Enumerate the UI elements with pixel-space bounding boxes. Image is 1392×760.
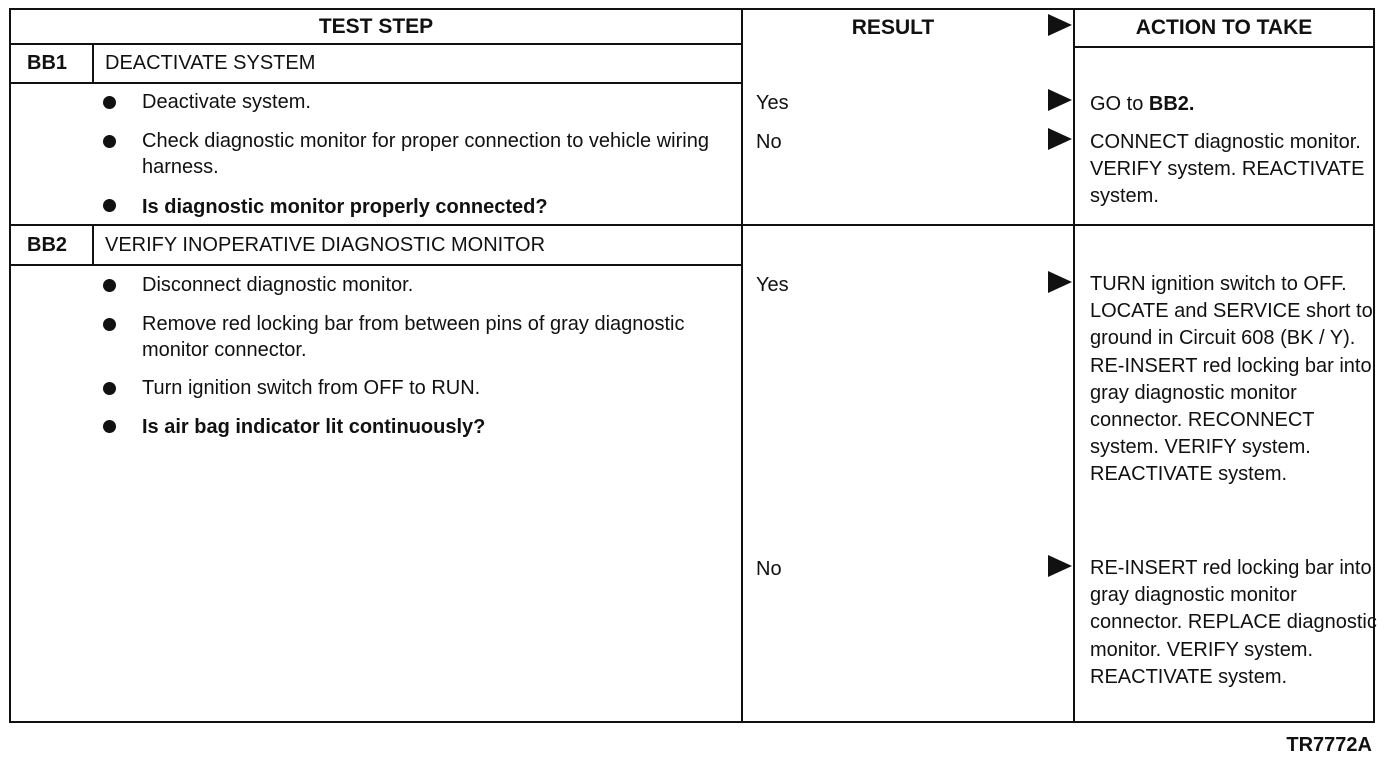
bb1-action-yes-prefix: GO to	[1090, 93, 1149, 115]
bb2-no-arrow-icon	[1048, 555, 1072, 577]
bb1-result-yes: Yes	[756, 92, 789, 114]
bb2-result-no: No	[756, 558, 782, 580]
bb1-action-yes-target: BB2.	[1148, 93, 1195, 115]
bb2-bullet-2: Remove red locking bar from between pins of gray diagnostic monitor connector.	[142, 313, 685, 361]
bb1-yes-arrow-icon	[1048, 89, 1072, 111]
bb2-result-yes: Yes	[756, 274, 789, 296]
bb2-bullet-3: Turn ignition switch from OFF to RUN.	[142, 377, 481, 399]
header-action: ACTION TO TAKE	[1135, 16, 1313, 39]
bullet-icon	[103, 318, 116, 331]
header-result: RESULT	[851, 16, 935, 39]
bb2-yes-arrow-icon	[1048, 271, 1072, 293]
bb1-step-title: DEACTIVATE SYSTEM	[105, 52, 316, 74]
table-border-top	[9, 8, 1375, 10]
bb1-step-id: BB1	[27, 52, 68, 74]
header-arrow-icon	[1048, 14, 1072, 36]
column-divider-result	[741, 8, 743, 723]
table-border-bottom	[9, 721, 1375, 723]
bullet-icon	[103, 279, 116, 292]
bb1-bullet-2: Check diagnostic monitor for proper connection to vehicle wiring harness.	[142, 130, 709, 178]
bb1-title-divider	[9, 82, 743, 84]
bullet-icon	[103, 135, 116, 148]
bb2-title-divider	[9, 264, 743, 266]
bullet-icon	[103, 382, 116, 395]
bb2-step-title: VERIFY INOPERATIVE DIAGNOSTIC MONITOR	[105, 234, 546, 256]
header-divider-action	[1073, 46, 1375, 48]
bb1-no-arrow-icon	[1048, 128, 1072, 150]
bb2-bullet-4: Is air bag indicator lit continuously?	[142, 416, 486, 438]
bullet-icon	[103, 199, 116, 212]
table-border-left	[9, 8, 11, 723]
header-divider	[9, 43, 743, 45]
bullet-icon	[103, 420, 116, 433]
bb1-bullet-3: Is diagnostic monitor properly connected?	[142, 196, 548, 218]
step-divider	[9, 224, 1375, 226]
column-divider-action	[1073, 8, 1075, 723]
bb2-bullet-1: Disconnect diagnostic monitor.	[142, 274, 414, 296]
bb1-action-yes	[1090, 91, 1380, 118]
figure-code: TR7772A	[1286, 734, 1372, 756]
bb1-bullet-1: Deactivate system.	[142, 91, 311, 113]
bb1-action-no: CONNECT diagnostic monitor. VERIFY system. REACTIVATE system.	[1090, 131, 1365, 208]
bb2-step-id: BB2	[27, 234, 68, 256]
bb2-action-no: RE-INSERT red locking bar into gray diagnostic monitor connector. REPLACE diagnostic monitor. VERIFY system. REACTIVATE system.	[1090, 557, 1377, 688]
bb1-id-divider	[92, 43, 94, 84]
bb2-id-divider	[92, 224, 94, 266]
bb2-action-yes: TURN ignition switch to OFF. LOCATE and SERVICE short to ground in Circuit 608 (BK / Y). RE-INSERT red locking bar into gray diagnostic monitor connector. RECONNECT system. VERIFY system. REACTIVATE system.	[1090, 273, 1373, 486]
bullet-icon	[103, 96, 116, 109]
header-test-step: TEST STEP	[318, 15, 434, 38]
bb1-result-no: No	[756, 131, 782, 153]
